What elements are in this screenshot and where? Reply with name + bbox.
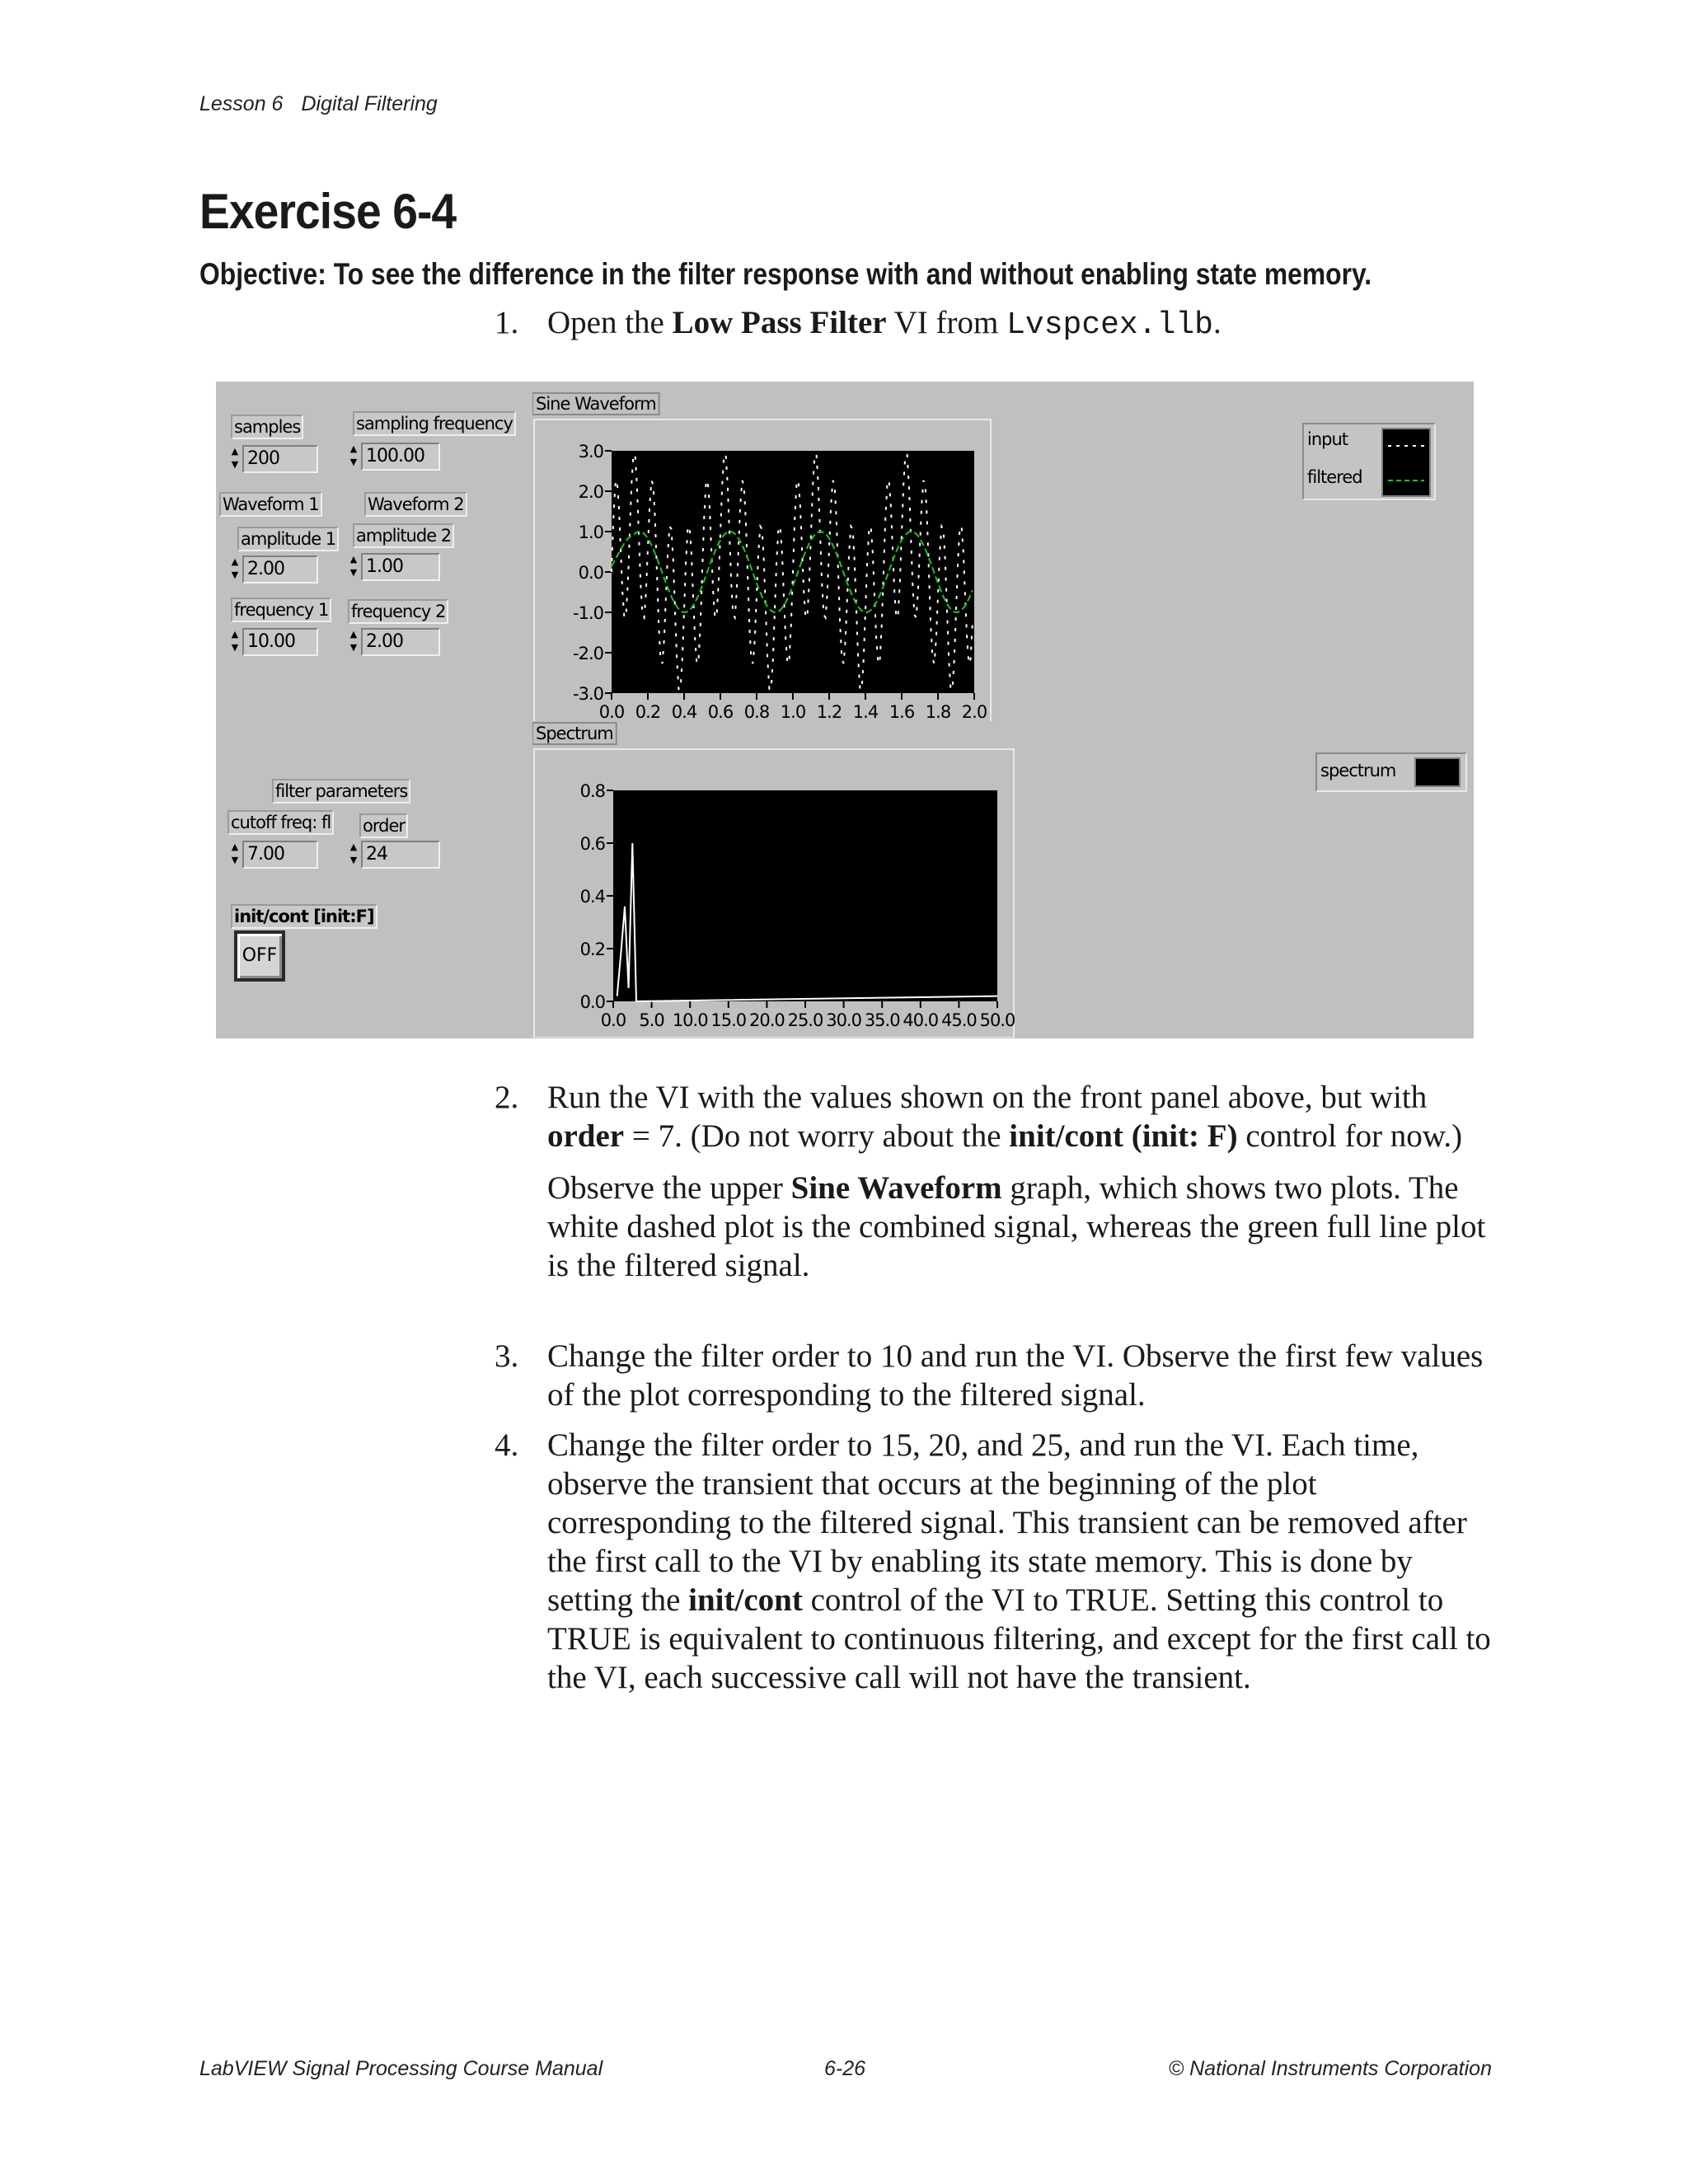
running-head-topic: Digital Filtering <box>301 92 438 115</box>
stepper-icon[interactable]: ▲ ▼ <box>231 556 239 580</box>
waveform2-title: Waveform 2 <box>364 492 467 517</box>
cutoff-label: cutoff freq: fl <box>227 810 334 835</box>
step-number: 2. <box>495 1080 519 1115</box>
x-tick-label: 0.4 <box>671 702 697 721</box>
x-tick-label: 20.0 <box>749 1010 785 1030</box>
stepper-icon[interactable]: ▲ ▼ <box>349 554 358 578</box>
plot-legend <box>1302 423 1436 500</box>
spectrum-graph <box>532 721 1020 1038</box>
order-control[interactable] <box>348 841 440 869</box>
x-tick-label: 30.0 <box>826 1010 861 1030</box>
step-text: Change the filter order to 10 and run the VI. Observe the first few values of the plot corresponding to the filtered signal. <box>547 1338 1484 1413</box>
x-tick-label: 1.2 <box>816 702 842 721</box>
waveform1-title: Waveform 1 <box>219 492 322 517</box>
x-tick-label: 40.0 <box>903 1010 939 1030</box>
frequency2-control[interactable] <box>348 628 440 656</box>
samples-control[interactable] <box>229 445 318 473</box>
x-tick-label: 1.6 <box>889 702 915 721</box>
control-name: init/cont (init: F) <box>1009 1118 1238 1154</box>
x-tick-label: 25.0 <box>787 1010 823 1030</box>
x-tick-label: 45.0 <box>941 1010 977 1030</box>
y-tick-label: 2.0 <box>578 482 603 502</box>
amplitude1-field[interactable]: 2.00 <box>242 555 318 583</box>
x-tick-label: 2.0 <box>961 702 987 721</box>
vi-name: Low Pass Filter <box>672 305 887 340</box>
step-text: Open the <box>547 305 673 340</box>
step-1 <box>495 303 1500 344</box>
exercise-title: Exercise 6-4 <box>199 184 457 239</box>
x-tick-label: 15.0 <box>710 1010 747 1030</box>
stepper-icon[interactable]: ▲ ▼ <box>349 841 358 865</box>
step-text: Observe the upper <box>547 1170 791 1206</box>
y-tick-label: 0.6 <box>579 834 605 854</box>
order-label: order <box>359 813 408 838</box>
amplitude1-label: amplitude 1 <box>237 527 339 551</box>
y-tick-label: 0.0 <box>579 992 605 1012</box>
samples-label: samples <box>231 415 303 439</box>
step-text: graph, which shows two plots. The white dashed plot is the combined signal, whereas the green full line plot is the filtered signal. <box>547 1170 1486 1283</box>
amplitude2-field[interactable]: 1.00 <box>361 553 440 581</box>
step-text: control for now.) <box>1237 1118 1463 1154</box>
amplitude1-control[interactable] <box>229 555 318 583</box>
plot-area <box>613 790 997 1001</box>
footer-right: © National Instruments Corporation <box>1168 2057 1492 2080</box>
spectrum-legend <box>1315 752 1467 792</box>
legend-input-label: input <box>1307 429 1348 449</box>
control-name: init/cont <box>688 1582 803 1618</box>
graph-title: Spectrum <box>536 724 613 743</box>
x-tick-label: 1.4 <box>852 702 879 721</box>
y-tick-label: -2.0 <box>573 644 603 663</box>
init-cont-button[interactable]: OFF <box>234 930 285 982</box>
stepper-icon[interactable]: ▲ ▼ <box>231 629 239 653</box>
init-cont-label: init/cont [init:F] <box>231 904 377 929</box>
legend-filtered-label: filtered <box>1307 467 1362 487</box>
y-tick-label: 0.4 <box>579 887 605 907</box>
step-text: = 7. (Do not worry about the <box>624 1118 1010 1154</box>
graph-title: Sine Waveform <box>536 394 656 414</box>
sine-waveform-graph <box>532 391 1020 721</box>
sampling-frequency-control[interactable] <box>348 443 440 471</box>
frequency1-field[interactable]: 10.00 <box>242 628 318 656</box>
amplitude2-control[interactable] <box>348 553 440 581</box>
legend-spectrum-label: spectrum <box>1320 761 1396 780</box>
x-tick-label: 0.6 <box>707 702 734 721</box>
step-text: VI from <box>886 305 1007 340</box>
y-tick-label: 0.0 <box>578 563 603 583</box>
y-tick-label: -1.0 <box>573 603 603 623</box>
legend-swatch[interactable] <box>1414 757 1461 787</box>
front-panel <box>216 382 1474 1038</box>
x-tick-label: 0.0 <box>598 702 625 721</box>
running-head <box>199 92 438 116</box>
x-tick-label: 5.0 <box>639 1010 664 1030</box>
x-tick-label: 35.0 <box>864 1010 900 1030</box>
x-tick-label: 0.0 <box>600 1010 626 1030</box>
control-name: order <box>547 1118 625 1154</box>
frequency2-field[interactable]: 2.00 <box>361 628 440 656</box>
y-tick-label: 1.0 <box>578 523 603 542</box>
stepper-icon[interactable]: ▲ ▼ <box>349 443 358 467</box>
step-3 <box>495 1337 1500 1414</box>
stepper-icon[interactable]: ▲ ▼ <box>349 629 358 653</box>
step-text: Change the filter order to 15, 20, and 25, and run the VI. Each time, observe the transient that occurs at the beginning of the plot corresponding to the filtered signal. This transient can be removed after the first call to the VI by enabling its state memory. This is done by setting the <box>547 1427 1467 1618</box>
x-tick-label: 0.8 <box>743 702 770 721</box>
y-tick-label: 0.2 <box>579 940 605 959</box>
legend-line-icon <box>1383 429 1429 495</box>
footer-left: LabVIEW Signal Processing Course Manual <box>199 2057 603 2080</box>
sampling-frequency-label: sampling frequency <box>353 411 516 436</box>
running-head-lesson: Lesson 6 <box>199 92 284 115</box>
frequency1-label: frequency 1 <box>231 598 331 622</box>
step-2 <box>495 1078 1500 1298</box>
step-text: Run the VI with the values shown on the front panel above, but with <box>547 1080 1428 1115</box>
frequency2-label: frequency 2 <box>348 599 448 624</box>
x-tick-label: 1.0 <box>780 702 806 721</box>
graph-name: Sine Waveform <box>790 1170 1002 1206</box>
order-field[interactable]: 24 <box>361 841 440 869</box>
step-4 <box>495 1426 1500 1697</box>
stepper-icon[interactable]: ▲ ▼ <box>231 446 239 470</box>
step-number: 4. <box>495 1427 519 1463</box>
legend-swatch[interactable] <box>1381 428 1431 497</box>
step-number: 1. <box>495 305 519 340</box>
objective: Objective: To see the difference in the filter response with and without enabling state memory. <box>199 257 1372 291</box>
x-tick-label: 10.0 <box>672 1010 708 1030</box>
amplitude2-label: amplitude 2 <box>353 523 454 548</box>
cutoff-control[interactable] <box>229 841 318 869</box>
y-tick-label: 0.8 <box>579 781 605 801</box>
cutoff-field[interactable]: 7.00 <box>242 841 318 869</box>
step-text: . <box>1212 305 1221 340</box>
x-tick-label: 0.2 <box>635 702 661 721</box>
footer-page-number: 6-26 <box>824 2057 866 2080</box>
filter-parameters-title: filter parameters <box>272 779 410 804</box>
step-number: 3. <box>495 1338 519 1374</box>
samples-field[interactable]: 200 <box>242 445 318 473</box>
stepper-icon[interactable]: ▲ ▼ <box>231 841 239 865</box>
frequency1-control[interactable] <box>229 628 318 656</box>
x-tick-label: 50.0 <box>979 1010 1015 1030</box>
y-tick-label: -3.0 <box>573 684 603 704</box>
step-text: control of the VI to TRUE. Setting this control to TRUE is equivalent to continuous filtering, and except for the first call to the VI, each successive call will not have the transient. <box>547 1582 1491 1695</box>
library-name: Lvspcex.llb <box>1006 307 1213 343</box>
sampling-frequency-field[interactable]: 100.00 <box>361 443 440 471</box>
y-tick-label: 3.0 <box>578 442 603 462</box>
x-tick-label: 1.8 <box>925 702 951 721</box>
